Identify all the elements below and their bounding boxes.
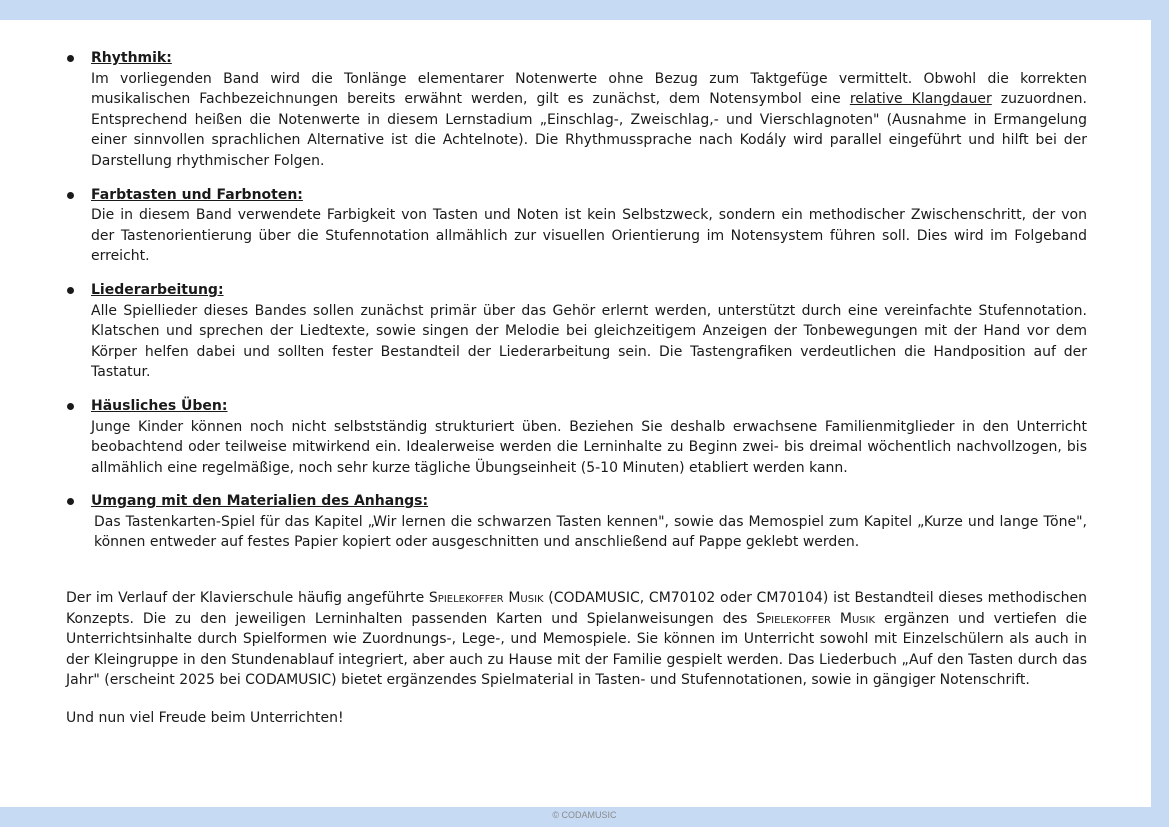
copyright-footer: © CODAMUSIC (552, 810, 617, 820)
paragraph-text: ergänzen und vertiefen die Unterrichtsinhalte durch Spielformen wie Zuordnungs-, Lege-, und Memospiele. Sie können im Unterricht sowohl mit Einzelschülern als auch in der Kleingruppe in den Stundenablauf integriert, aber auch zu Hause mit der Familie gespielt werden. Das Liederbuch „Auf den Tasten durch das Jahr" (erscheint 2025 bei CODAMUSIC) bietet ergänzendes Spielmaterial in Tasten- und Stufennotationen, sowie in gängiger Notenschrift. (66, 610, 1087, 689)
section-title: Umgang mit den Materialien des Anhangs: (91, 493, 429, 510)
brand-name: Spielekoffer Musik (428, 590, 544, 607)
section-body: Alle Spiellieder dieses Bandes sollen zunächst primär über das Gehör erlernt werden, unterstützt durch eine vereinfachte Stufennotation. Klatschen und sprechen der Liedtexte, sowie singen der Melodie bei gleichzeitigem Anzeigen der Tonbewegungen mit der Hand vor dem Körper helfen dabei und sollten fester Bestandteil der Liederarbeitung sein. Die Tastengrafiken verdeutlichen die Handposition auf der Tastatur. (91, 302, 1087, 381)
closing-line: Und nun viel Freude beim Unterrichten! (66, 710, 344, 727)
section-rhythmik (66, 48, 1087, 172)
section-haeusliches-ueben (66, 396, 1087, 478)
spielekoffer-paragraph (66, 588, 1087, 691)
document-content (66, 48, 1087, 743)
section-title: Farbtasten und Farbnoten: (91, 186, 303, 203)
section-liederarbeitung (66, 280, 1087, 383)
section-materialien (66, 491, 1087, 553)
section-title: Häusliches Üben: (91, 397, 228, 414)
section-body: Das Tastenkarten-Spiel für das Kapitel „Wir lernen die schwarzen Tasten kennen", sowie das Memospiel zum Kapitel „Kurze und lange Töne", können entweder auf festes Papier kopiert oder ausgeschnitten und anschließend auf Pappe geklebt werden. (94, 513, 1087, 551)
section-farbtasten (66, 185, 1087, 267)
section-title: Liederarbeitung: (91, 281, 224, 298)
section-body: Junge Kinder können noch nicht selbstständig strukturiert üben. Beziehen Sie deshalb erwachsene Familienmitglieder in den Unterricht beobachtend oder teilweise mitwirkend ein. Idealerweise werden die Lerninhalte zu Beginn zwei- bis dreimal wöchentlich nachvollzogen, bis allmählich eine regelmäßige, noch sehr kurze tägliche Übungseinheit (5-10 Minuten) etabliert werden kann. (91, 418, 1087, 476)
underlined-term: relative Klangdauer (849, 91, 992, 108)
document-page (0, 20, 1151, 807)
paragraph-text: (CODAMUSIC, CM70102 oder CM70104) ist Bestandteil dieses methodischen Konzepts. Die zu den jeweiligen Lerninhalten passenden Karten und Spielanweisungen des (66, 590, 1087, 627)
paragraph-text: Der im Verlauf der Klavierschule häufig angeführte (66, 590, 429, 607)
section-body: Die in diesem Band verwendete Farbigkeit von Tasten und Noten ist kein Selbstzweck, sondern ein methodischer Zwischenschritt, der von der Tastenorientierung über die Stufennotation allmählich zur visuellen Orientierung im Notensystem führen soll. Dies wird im Folgeband erreicht. (91, 207, 1087, 265)
section-title: Rhythmik: (91, 50, 172, 66)
body-text: Im vorliegenden Band wird die Tonlänge elementarer Notenwerte ohne Bezug zum Taktgefüge vermittelt. Obwohl die korrekten musikalischen Fachbezeichnungen bereits erwähnt werden, gilt es zunächst, dem Notensymbol eine (91, 70, 1087, 108)
section-body (91, 69, 1087, 172)
brand-name: Spielekoffer Musik (756, 610, 876, 627)
body-text: zuzuordnen. Entsprechend heißen die Notenwerte in diesem Lernstadium „Einschlag-, Zweischlag,- und Vierschlagnoten" (Ausnahme in Ermangelung einer sinnvollen sprachlichen Alternative ist die Achtelnote). Die Rhythmussprache nach Kodály wird parallel eingeführt und hilft bei der Darstellung rhythmischer Folgen. (91, 91, 1087, 169)
